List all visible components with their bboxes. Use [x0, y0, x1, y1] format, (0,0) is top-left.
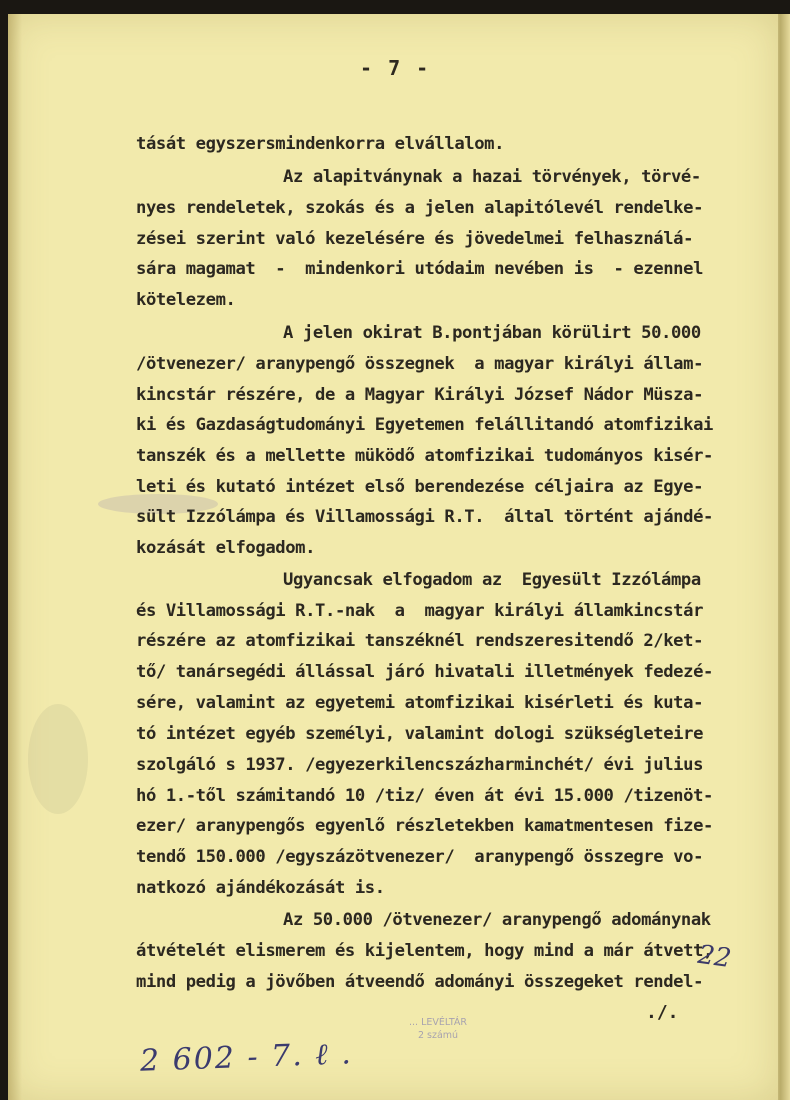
text-line: nyes rendeletek, szokás és a jelen alapitólevél rendelke-: [136, 198, 704, 218]
text-line: tását egyszersmindenkorra elvállalom.: [136, 134, 505, 154]
text-line: hó 1.-től számitandó 10 /tiz/ éven át évi 15.000 /tizenöt-: [136, 786, 713, 806]
text-line: tendő 150.000 /egyszázötvenezer/ aranypengő összegre vo-: [136, 847, 704, 867]
text-line: tanszék és a mellette müködő atomfizikai tudományos kisér-: [136, 446, 713, 466]
text-line: zései szerint való kezelésére és jövedelmei felhasználá-: [136, 229, 694, 249]
text-line: átvételét elismerem és kijelentem, hogy mind a már átvett,: [136, 941, 713, 961]
handwritten-reference: 2 602 - 7. ℓ .: [139, 1036, 354, 1079]
text-line: kötelezem.: [136, 290, 236, 310]
archive-stamp-line: 2 számú: [417, 1030, 459, 1041]
handwritten-margin-note: 22: [696, 939, 734, 975]
text-line: tó intézet egyéb személyi, valamint dologi szükségleteire: [136, 724, 704, 744]
text-line: mind pedig a jövőben átveendő adományi összegeket rendel-: [136, 972, 704, 992]
stain: [28, 704, 88, 814]
text-line: /ötvenezer/ aranypengő összegnek a magyar királyi állam-: [136, 354, 704, 374]
text-line: tő/ tanársegédi állással járó hivatali illetmények fedezé-: [136, 662, 713, 682]
text-line: kozását elfogadom.: [136, 538, 316, 558]
text-line: sére, valamint az egyetemi atomfizikai kisérleti és kuta-: [136, 693, 704, 713]
text-line: natkozó ajándékozását is.: [136, 878, 385, 898]
archive-stamp-line: ... LEVÉLTÁR: [408, 1017, 468, 1028]
text-line: részére az atomfizikai tanszéknél rendszeresitendő 2/ket-: [136, 631, 704, 651]
text-line: kincstár részére, de a Magyar Királyi József Nádor Müsza-: [136, 385, 704, 405]
text-line: A jelen okirat B.pontjában körülirt 50.000: [283, 323, 701, 343]
page-number: - 7 -: [360, 56, 431, 80]
text-line: szolgáló s 1937. /egyezerkilencszázharminchét/ évi julius: [136, 755, 704, 775]
text-line: sára magamat - mindenkori utódaim nevében is - ezennel: [136, 259, 704, 279]
text-line: Ugyancsak elfogadom az Egyesült Izzólámpa: [283, 570, 701, 590]
text-line: Az 50.000 /ötvenezer/ aranypengő adománynak: [283, 910, 711, 930]
continuation-mark: ./.: [646, 1002, 679, 1023]
text-line: ki és Gazdaságtudományi Egyetemen felállitandó atomfizikai: [136, 415, 713, 435]
text-line: sült Izzólámpa és Villamossági R.T. által történt ajándé-: [136, 507, 713, 527]
text-line: leti és kutató intézet első berendezése céljaira az Egye-: [136, 477, 704, 497]
text-line: Az alapitványnak a hazai törvények, törvé-: [283, 167, 701, 187]
archive-stamp: [380, 1016, 496, 1056]
text-line: ezer/ aranypengős egyenlő részletekben kamatmentesen fize-: [136, 816, 713, 836]
text-line: és Villamossági R.T.-nak a magyar királyi államkincstár: [136, 601, 704, 621]
